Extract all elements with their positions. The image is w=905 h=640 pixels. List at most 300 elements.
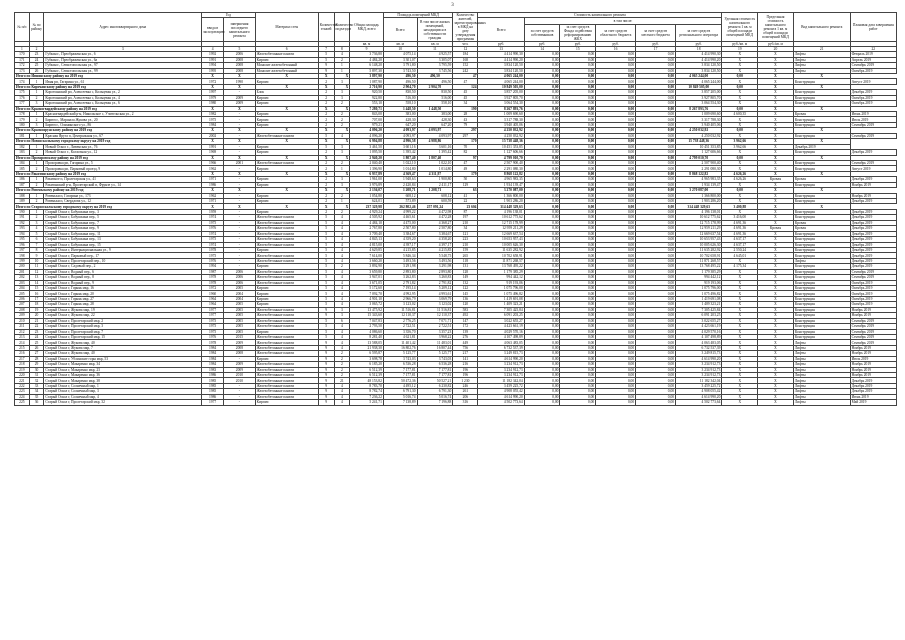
table-cell: Сентябрь 2019 xyxy=(850,275,896,280)
table-cell: 2 xyxy=(334,101,350,106)
table-cell: 5 897,30 xyxy=(350,68,384,73)
table-cell: Декабрь 2019 xyxy=(850,90,896,95)
table-cell: 174 xyxy=(15,79,30,84)
table-cell: 2010 xyxy=(224,373,256,378)
table-cell: 196 xyxy=(453,373,478,378)
table-cell: 201 xyxy=(15,269,30,274)
table-cell: 2 966,79 xyxy=(383,296,417,301)
table-cell: 9 xyxy=(318,400,334,405)
table-cell: 1975 xyxy=(202,329,224,334)
table-cell: 0,00 xyxy=(636,269,676,274)
table-cell: Старый Оскол г, Пролетарский пер., 10 xyxy=(44,258,202,263)
table-cell: X xyxy=(202,188,224,193)
table-cell: 0,00 xyxy=(560,264,596,269)
table-cell: 2 716,90 xyxy=(350,84,384,89)
table-cell: 1 934 139,47 xyxy=(478,182,524,187)
table-cell: Октябрь 2019 xyxy=(850,68,896,73)
table-cell: Монолит железобетонный xyxy=(255,68,318,73)
table-cell: Лифты xyxy=(793,63,850,68)
table-cell: X xyxy=(758,193,794,198)
table-cell: 3 234 912,73 xyxy=(676,373,722,378)
table-cell: X xyxy=(255,106,318,111)
table-cell: 8 782,74 xyxy=(350,389,384,394)
table-cell: X xyxy=(758,117,794,122)
table-cell: X xyxy=(758,139,794,144)
table-cell: Железобетонные панели xyxy=(255,362,318,367)
table-cell: Железобетонные панели xyxy=(255,373,318,378)
table-cell: 0,00 xyxy=(524,166,560,171)
table-cell: 11 871 268,57 xyxy=(478,258,524,263)
table-cell: 7 305 425,84 xyxy=(676,307,722,312)
table-cell: 647,20 xyxy=(383,122,417,127)
table-cell: X xyxy=(758,247,794,252)
column-index-cell: 4 xyxy=(202,47,224,52)
table-cell: Кирпич xyxy=(255,286,318,291)
table-cell: 9 xyxy=(318,63,334,68)
table-cell: 4 093,97 xyxy=(383,133,417,138)
table-cell: 0,00 xyxy=(560,253,596,258)
table-cell: 3 317 788,30 xyxy=(478,117,524,122)
table-cell: 1964 xyxy=(202,302,224,307)
table-cell: 0,00 xyxy=(524,155,560,160)
table-cell: Декабрь 2019 xyxy=(850,253,896,258)
table-cell: 9 xyxy=(318,307,334,312)
table-cell: 242 xyxy=(453,68,478,73)
table-cell: 0,00 xyxy=(636,302,676,307)
table-cell: 22 xyxy=(453,199,478,204)
table-cell: 4 xyxy=(334,329,350,334)
table-cell: - xyxy=(224,144,256,149)
table-cell: 558,10 xyxy=(383,101,417,106)
table-cell: X xyxy=(758,73,794,78)
table-cell: Старый Оскол г, Макаренко мкр, 34 xyxy=(44,362,202,367)
table-cell: 16 802,76 xyxy=(383,345,417,350)
table-cell: - xyxy=(224,150,256,155)
col-limit-cost: Предельная стоимость капитального ремонта 1 кв. м общей площади помещений МКД xyxy=(758,13,794,42)
table-cell: X xyxy=(722,101,758,106)
table-cell: 1997 xyxy=(202,90,224,95)
table-cell: - xyxy=(224,394,256,399)
table-cell: 195 xyxy=(15,237,30,242)
table-cell: 1984 xyxy=(202,351,224,356)
table-cell: 6 148,20 xyxy=(350,63,384,68)
table-cell: 9 xyxy=(318,68,334,73)
table-cell: 1986 xyxy=(202,373,224,378)
table-cell: 8 868 122,82 xyxy=(478,171,524,176)
table-cell: 0,00 xyxy=(596,351,636,356)
table-cell: X xyxy=(722,351,758,356)
table-cell: 28 xyxy=(453,112,478,117)
table-cell: 1 009 690,60 xyxy=(676,112,722,117)
table-cell: Прохоровка рп, Гагарина ул., 5 xyxy=(44,160,202,165)
table-cell: 0,00 xyxy=(596,253,636,258)
table-cell: 4 965 983,35 xyxy=(676,177,722,182)
table-cell: Железобетонные панели xyxy=(255,394,318,399)
table-cell: 3 927 805,70 xyxy=(478,95,524,100)
table-cell: Кровля xyxy=(758,177,794,182)
table-cell: X xyxy=(334,73,350,78)
table-cell: 5 xyxy=(318,334,334,339)
table-cell: 2 xyxy=(318,193,334,198)
table-cell: 1976 xyxy=(202,334,224,339)
table-cell: 10 612 775,62 xyxy=(478,215,524,220)
table-cell: 192 xyxy=(15,220,30,225)
table-cell: 2004 xyxy=(224,291,256,296)
table-cell: 0,00 xyxy=(636,340,676,345)
table-cell: 0,00 xyxy=(596,171,636,176)
table-cell: 3 249 815,73 xyxy=(478,351,524,356)
table-cell: 177 xyxy=(15,101,30,106)
table-cell: 1975 xyxy=(202,318,224,323)
table-cell: 4 637,17 xyxy=(722,237,758,242)
table-cell: 4 xyxy=(334,280,350,285)
table-cell: 197 xyxy=(453,215,478,220)
table-cell: - xyxy=(224,264,256,269)
table-cell: 2 904,70 xyxy=(417,84,453,89)
table-cell: 3 xyxy=(334,90,350,95)
table-cell: X xyxy=(758,112,794,117)
table-cell: 4 xyxy=(334,275,350,280)
table-cell: 2 xyxy=(334,112,350,117)
table-cell: 3 262,83 xyxy=(383,275,417,280)
table-cell: 6 536,28 xyxy=(417,362,453,367)
table-cell: X xyxy=(793,84,850,89)
table-cell: 0,00 xyxy=(524,247,560,252)
table-cell: 2005 xyxy=(224,318,256,323)
table-cell: Сентябрь 2019 xyxy=(850,269,896,274)
table-cell: 830,50 xyxy=(417,90,453,95)
table-cell: 189 xyxy=(15,199,30,204)
table-cell: Кирпич xyxy=(255,95,318,100)
table-cell: Старый Оскол г, Горняк мкр, 20 xyxy=(44,291,202,296)
table-cell: 0,00 xyxy=(596,95,636,100)
table-cell: 3 317 788,30 xyxy=(676,117,722,122)
table-cell: 5 209,12 xyxy=(417,286,453,291)
table-cell: 2 507 900,40 xyxy=(676,160,722,165)
table-cell: 1987 xyxy=(202,269,224,274)
table-cell: 129 xyxy=(453,182,478,187)
table-cell: Кирпич xyxy=(255,117,318,122)
table-cell: Железобетонные панели xyxy=(255,275,318,280)
table-cell: X xyxy=(722,324,758,329)
table-cell: X xyxy=(793,188,850,193)
table-cell: Железобетонные панели xyxy=(255,160,318,165)
col-num: № п/п xyxy=(15,13,30,42)
table-cell: 496,50 xyxy=(417,79,453,84)
table-cell: 5 xyxy=(318,329,334,334)
table-cell: X xyxy=(793,155,850,160)
table-cell: 3 234 912,73 xyxy=(478,373,524,378)
table-cell: 1975 xyxy=(202,253,224,258)
table-cell: 23 xyxy=(29,329,44,334)
table-cell: 0,00 xyxy=(560,84,596,89)
table-cell: Конструкция xyxy=(793,95,850,100)
table-cell: Ноябрь 2019 xyxy=(850,373,896,378)
table-cell: 20 xyxy=(29,313,44,318)
table-cell: Ноябрь 2019 xyxy=(850,362,896,367)
table-cell: 4 799 010,70 xyxy=(478,155,524,160)
table-cell: 0,00 xyxy=(524,171,560,176)
table-cell: X xyxy=(722,367,758,372)
table-cell: 2 793,50 xyxy=(350,324,384,329)
table-cell: X xyxy=(758,122,794,127)
table-cell: 0,00 xyxy=(636,101,676,106)
table-cell: 1 xyxy=(334,199,350,204)
table-cell: 182 xyxy=(15,144,30,149)
table-cell: - xyxy=(224,258,256,263)
table-cell: Кирпич xyxy=(255,57,318,62)
table-cell: 215 xyxy=(15,345,30,350)
table-cell: 7 280,71 xyxy=(350,106,384,111)
table-cell: 4 xyxy=(334,340,350,345)
table-cell: 0,00 xyxy=(596,106,636,111)
table-cell: Старый Оскол г, Жукова мкр, 7 xyxy=(44,345,202,350)
table-cell: 0,00 xyxy=(596,275,636,280)
table-cell: 0,00 xyxy=(636,334,676,339)
table-cell: 0,00 xyxy=(524,269,560,274)
table-cell: 2 420,84 xyxy=(383,182,417,187)
table-cell: Кирпич xyxy=(255,166,318,171)
table-cell: 171 xyxy=(15,57,30,62)
table-cell: 63 xyxy=(453,188,478,193)
table-cell: 496,50 xyxy=(417,73,453,78)
table-cell: 0,00 xyxy=(560,345,596,350)
table-cell: 4 xyxy=(334,133,350,138)
table-cell: 4 397,17 xyxy=(417,242,453,247)
table-cell: Конструкция xyxy=(793,209,850,214)
table-cell: 4 397,17 xyxy=(383,242,417,247)
table-cell: 0,00 xyxy=(636,171,676,176)
table-cell: 179 xyxy=(15,117,30,122)
table-cell: 1959 xyxy=(202,209,224,214)
table-cell: Железобетонные панели xyxy=(255,340,318,345)
table-cell: 45 xyxy=(453,95,478,100)
table-cell: 3 064 554,30 xyxy=(676,101,722,106)
table-cell: 608,12 xyxy=(417,193,453,198)
table-cell: 187 xyxy=(15,182,30,187)
table-cell: 9 xyxy=(318,367,334,372)
table-cell: Старый Оскол г, Водный пер., 8 xyxy=(44,275,202,280)
table-cell: 0,00 xyxy=(596,394,636,399)
table-cell: 1974 xyxy=(202,231,224,236)
column-index-cell: 22 xyxy=(850,47,896,52)
table-cell: Лифты xyxy=(793,356,850,361)
table-cell: 0,00 xyxy=(560,209,596,214)
table-cell: 0,00 xyxy=(524,215,560,220)
table-cell: 2 136,07 xyxy=(350,188,384,193)
table-cell: 34 xyxy=(453,101,478,106)
table-cell: 1985 xyxy=(202,389,224,394)
col-work-type: Вид капитального ремонта xyxy=(793,13,850,42)
table-cell: 131 xyxy=(453,264,478,269)
table-cell: Старый Оскол г, Пролетарский мкр, 3 xyxy=(44,324,202,329)
col-cost-regional: за счет средств областного бюджета xyxy=(596,25,636,42)
table-cell: 136 xyxy=(453,296,478,301)
table-cell: - xyxy=(224,177,256,182)
table-cell: Кирпич xyxy=(255,144,318,149)
table-cell: X xyxy=(758,166,794,171)
table-cell: 0,00 xyxy=(560,182,596,187)
table-cell: 0,00 xyxy=(636,296,676,301)
table-cell: 2005 xyxy=(224,307,256,312)
table-cell: Коротоянский рп, Алексеевка с, Кольцевая ул., 6 xyxy=(44,101,202,106)
table-cell: 316 xyxy=(453,400,478,405)
table-cell: 10 612 775,62 xyxy=(676,215,722,220)
table-cell: 1980 xyxy=(202,101,224,106)
table-cell: Прохоровка рп, Парковый проезд, 9 xyxy=(44,166,202,171)
table-cell: 6 512,39 xyxy=(350,367,384,372)
col-year-last: завершения последнего капитального ремонта xyxy=(224,18,256,42)
table-cell: 22 xyxy=(29,324,44,329)
table-cell: 0,00 xyxy=(636,400,676,405)
table-cell: 558,10 xyxy=(417,101,453,106)
table-cell: 4 799 010,70 xyxy=(676,155,722,160)
table-cell: 6 185,20 xyxy=(350,362,384,367)
table-cell: 11 483,01 xyxy=(417,340,453,345)
table-cell: 0,00 xyxy=(560,334,596,339)
table-cell: 0,00 xyxy=(636,160,676,165)
table-cell: 0,00 xyxy=(596,334,636,339)
table-cell: X xyxy=(758,264,794,269)
table-cell: 4 495,12 xyxy=(383,383,417,388)
table-cell: Кирпич xyxy=(255,209,318,214)
table-cell: - xyxy=(224,237,256,242)
table-cell: 6 994,88 xyxy=(350,139,384,144)
table-cell: 2009 xyxy=(224,362,256,367)
table-cell: Конструкция xyxy=(793,253,850,258)
table-cell: 0,00 xyxy=(560,63,596,68)
table-cell: Железобетонные панели xyxy=(255,231,318,236)
table-cell: 0,00 xyxy=(636,57,676,62)
table-cell: 3 260,83 xyxy=(417,275,453,280)
table-cell: Октябрь 2019 xyxy=(850,95,896,100)
table-cell: 10 702 658,91 xyxy=(478,253,524,258)
table-cell: X xyxy=(722,318,758,323)
table-cell: Лифты xyxy=(793,389,850,394)
table-cell: 0,00 xyxy=(596,340,636,345)
table-cell: X xyxy=(318,73,334,78)
table-cell: 178 xyxy=(15,112,30,117)
table-cell: Железобетонные панели xyxy=(255,367,318,372)
table-cell: 0,00 xyxy=(560,128,596,133)
table-cell: X xyxy=(758,362,794,367)
table-cell: 10 005 626,30 xyxy=(676,242,722,247)
table-cell: Октябрь 2019 xyxy=(850,302,896,307)
table-cell: 1 xyxy=(29,160,44,165)
table-cell: Октябрь 2019 xyxy=(850,101,896,106)
table-cell: X xyxy=(334,84,350,89)
table-cell: 0,00 xyxy=(636,128,676,133)
table-cell: Конструкция xyxy=(793,324,850,329)
table-cell: 0,00 xyxy=(636,95,676,100)
table-cell: 11 516,81 xyxy=(383,307,417,312)
table-cell: 4 065 244,00 xyxy=(478,79,524,84)
table-cell: Декабрь 2019 xyxy=(793,144,850,149)
table-cell: X xyxy=(722,52,758,57)
table-cell: 4 929,24 xyxy=(350,209,384,214)
table-cell: Конструкция xyxy=(793,231,850,236)
table-cell: 0,00 xyxy=(560,144,596,149)
table-cell: 2009 xyxy=(224,367,256,372)
table-cell: X xyxy=(318,204,334,209)
table-cell: 199 xyxy=(15,258,30,263)
table-cell: 1975 xyxy=(202,220,224,225)
table-cell: 0,00 xyxy=(524,52,560,57)
table-cell: 2 xyxy=(29,95,44,100)
table-cell: 175 xyxy=(15,90,30,95)
table-cell: X xyxy=(722,166,758,171)
table-cell: 3 834 120,50 xyxy=(676,68,722,73)
table-cell: 4 423 661,19 xyxy=(676,324,722,329)
table-cell: 0,00 xyxy=(636,90,676,95)
table-cell: 11 xyxy=(29,264,44,269)
col-year-built: ввода в эксплуатацию xyxy=(202,18,224,42)
table-cell: Декабрь 2019 xyxy=(850,150,896,155)
table-cell: 4 029 570,16 xyxy=(478,329,524,334)
table-cell: Декабрь 2019 xyxy=(850,258,896,263)
table-cell: - xyxy=(224,220,256,225)
table-cell: 1 xyxy=(29,112,44,117)
table-cell: Кирпич xyxy=(255,247,318,252)
table-cell: 1991 xyxy=(202,144,224,149)
table-cell: 41 xyxy=(453,193,478,198)
table-cell: 30 xyxy=(29,367,44,372)
table-cell: 3 234 912,73 xyxy=(676,362,722,367)
table-cell: 3 xyxy=(334,182,350,187)
table-cell: X xyxy=(334,171,350,176)
table-cell: 159 xyxy=(453,247,478,252)
table-cell: 170 xyxy=(453,139,478,144)
table-cell: 3 698,78 xyxy=(350,356,384,361)
table-cell: 1 xyxy=(29,177,44,182)
table-cell: 12 669 637,54 xyxy=(676,231,722,236)
table-cell: 218 xyxy=(15,362,30,367)
table-cell: 9 xyxy=(318,373,334,378)
table-cell: 3 892,90 xyxy=(350,264,384,269)
table-cell: 3 123,02 xyxy=(417,302,453,307)
col-residents: Количество жителей, зарегистрированных в МКД на дату утверждения программы xyxy=(454,13,486,41)
table-cell: Старый Оскол г, Ублинские горы мкр, 53 xyxy=(44,356,202,361)
table-cell: 4 063 483,05 xyxy=(676,340,722,345)
table-cell: Октябрь 2019 xyxy=(850,296,896,301)
table-cell: 2 xyxy=(334,122,350,127)
table-cell: 6 xyxy=(29,237,44,242)
table-cell: 383,00 xyxy=(383,112,417,117)
table-cell: X xyxy=(722,209,758,214)
column-index-cell: 11 xyxy=(417,47,453,52)
table-cell: X xyxy=(318,188,334,193)
table-cell: 0,00 xyxy=(524,188,560,193)
table-cell: 202 xyxy=(15,275,30,280)
table-cell: 2 xyxy=(29,117,44,122)
col-entrances: Количество подъездов xyxy=(334,13,350,42)
table-cell: 4 645,01 xyxy=(722,253,758,258)
column-index-cell: 8 xyxy=(334,47,350,52)
table-cell: 4 475,00 xyxy=(383,220,417,225)
table-cell: Сентябрь 2019 xyxy=(850,324,896,329)
table-cell: - xyxy=(224,122,256,127)
col-area-resid: В том числе жилых помещений, находящихся в собственности граждан xyxy=(417,18,453,42)
table-cell: Лифты xyxy=(793,362,850,367)
table-cell: Лифты xyxy=(793,52,850,57)
table-cell: 4 065 244,00 xyxy=(676,73,722,78)
table-cell: 0,00 xyxy=(596,367,636,372)
subtotal-title: Итого по Ивнянскому району на 2019 год xyxy=(15,73,202,78)
table-cell: 7 xyxy=(29,242,44,247)
table-cell: 3 897,90 xyxy=(350,73,384,78)
table-cell: 70 xyxy=(453,144,478,149)
table-cell: 2004 xyxy=(224,296,256,301)
